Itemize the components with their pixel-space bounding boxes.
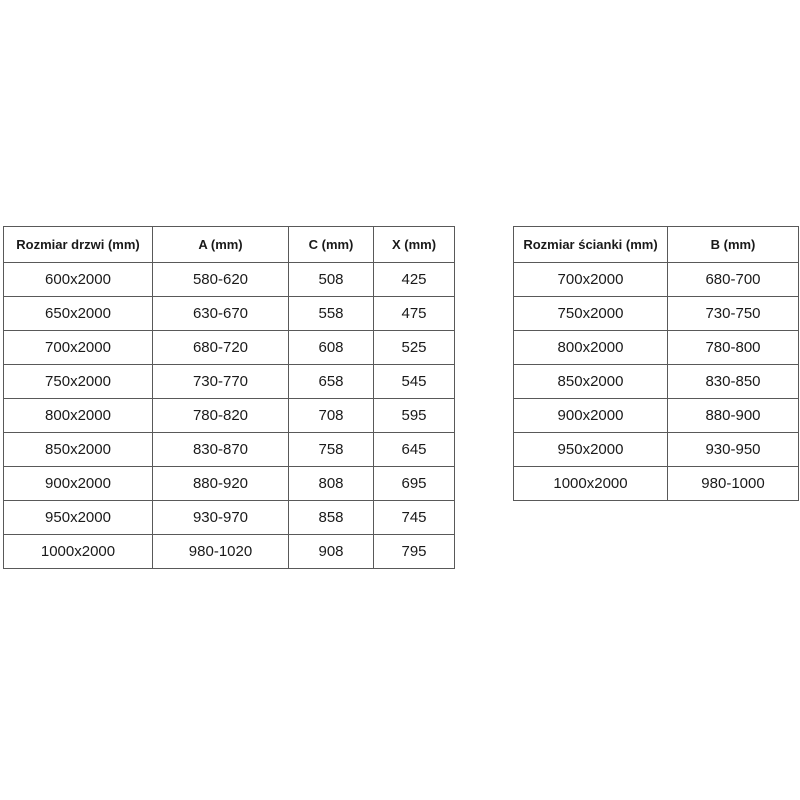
table-cell: 750x2000 bbox=[4, 365, 153, 399]
table-row bbox=[4, 467, 455, 501]
table-cell: 730-770 bbox=[153, 365, 289, 399]
table-cell: 908 bbox=[289, 535, 374, 569]
table-cell: 850x2000 bbox=[514, 365, 668, 399]
table-cell: 795 bbox=[374, 535, 455, 569]
table-cell: 680-720 bbox=[153, 331, 289, 365]
table-cell: 650x2000 bbox=[4, 297, 153, 331]
table-row bbox=[4, 399, 455, 433]
table-cell: 1000x2000 bbox=[514, 467, 668, 501]
table-cell: 758 bbox=[289, 433, 374, 467]
table-cell: 750x2000 bbox=[514, 297, 668, 331]
table-cell: 700x2000 bbox=[4, 331, 153, 365]
column-header: Rozmiar ścianki (mm) bbox=[514, 227, 668, 263]
table-cell: 980-1000 bbox=[668, 467, 799, 501]
table-row bbox=[514, 433, 799, 467]
table-cell: 580-620 bbox=[153, 263, 289, 297]
table-cell: 745 bbox=[374, 501, 455, 535]
table-cell: 545 bbox=[374, 365, 455, 399]
table-cell: 780-820 bbox=[153, 399, 289, 433]
table-cell: 800x2000 bbox=[514, 331, 668, 365]
table-row bbox=[514, 365, 799, 399]
table-cell: 930-950 bbox=[668, 433, 799, 467]
table-cell: 880-900 bbox=[668, 399, 799, 433]
table-cell: 730-750 bbox=[668, 297, 799, 331]
table-cell: 525 bbox=[374, 331, 455, 365]
table-cell: 950x2000 bbox=[514, 433, 668, 467]
table-cell: 425 bbox=[374, 263, 455, 297]
table-cell: 645 bbox=[374, 433, 455, 467]
table-cell: 950x2000 bbox=[4, 501, 153, 535]
column-header: A (mm) bbox=[153, 227, 289, 263]
table-cell: 900x2000 bbox=[4, 467, 153, 501]
table-cell: 850x2000 bbox=[4, 433, 153, 467]
header-row bbox=[4, 227, 455, 263]
door-sizes-table bbox=[3, 226, 455, 569]
table-cell: 830-870 bbox=[153, 433, 289, 467]
table-cell: 680-700 bbox=[668, 263, 799, 297]
table-cell: 600x2000 bbox=[4, 263, 153, 297]
column-header: B (mm) bbox=[668, 227, 799, 263]
table-cell: 700x2000 bbox=[514, 263, 668, 297]
table-cell: 608 bbox=[289, 331, 374, 365]
table-row bbox=[4, 535, 455, 569]
table-cell: 780-800 bbox=[668, 331, 799, 365]
table-cell: 830-850 bbox=[668, 365, 799, 399]
column-header: Rozmiar drzwi (mm) bbox=[4, 227, 153, 263]
table-row bbox=[514, 467, 799, 501]
column-header: X (mm) bbox=[374, 227, 455, 263]
table-cell: 695 bbox=[374, 467, 455, 501]
column-header: C (mm) bbox=[289, 227, 374, 263]
table-cell: 558 bbox=[289, 297, 374, 331]
table-cell: 508 bbox=[289, 263, 374, 297]
table-cell: 658 bbox=[289, 365, 374, 399]
wall-panel-sizes-table bbox=[513, 226, 799, 501]
table-row bbox=[4, 331, 455, 365]
table-row bbox=[4, 297, 455, 331]
table-row bbox=[4, 501, 455, 535]
table-row bbox=[514, 263, 799, 297]
header-row bbox=[514, 227, 799, 263]
table-cell: 930-970 bbox=[153, 501, 289, 535]
table-row bbox=[514, 399, 799, 433]
table-cell: 800x2000 bbox=[4, 399, 153, 433]
table-cell: 595 bbox=[374, 399, 455, 433]
table-cell: 900x2000 bbox=[514, 399, 668, 433]
table-cell: 630-670 bbox=[153, 297, 289, 331]
table-cell: 708 bbox=[289, 399, 374, 433]
table-cell: 880-920 bbox=[153, 467, 289, 501]
table-cell: 808 bbox=[289, 467, 374, 501]
table-row bbox=[514, 297, 799, 331]
table-cell: 980-1020 bbox=[153, 535, 289, 569]
table-row bbox=[4, 365, 455, 399]
table-row bbox=[514, 331, 799, 365]
table-cell: 858 bbox=[289, 501, 374, 535]
table-cell: 1000x2000 bbox=[4, 535, 153, 569]
table-cell: 475 bbox=[374, 297, 455, 331]
table-row bbox=[4, 263, 455, 297]
table-row bbox=[4, 433, 455, 467]
